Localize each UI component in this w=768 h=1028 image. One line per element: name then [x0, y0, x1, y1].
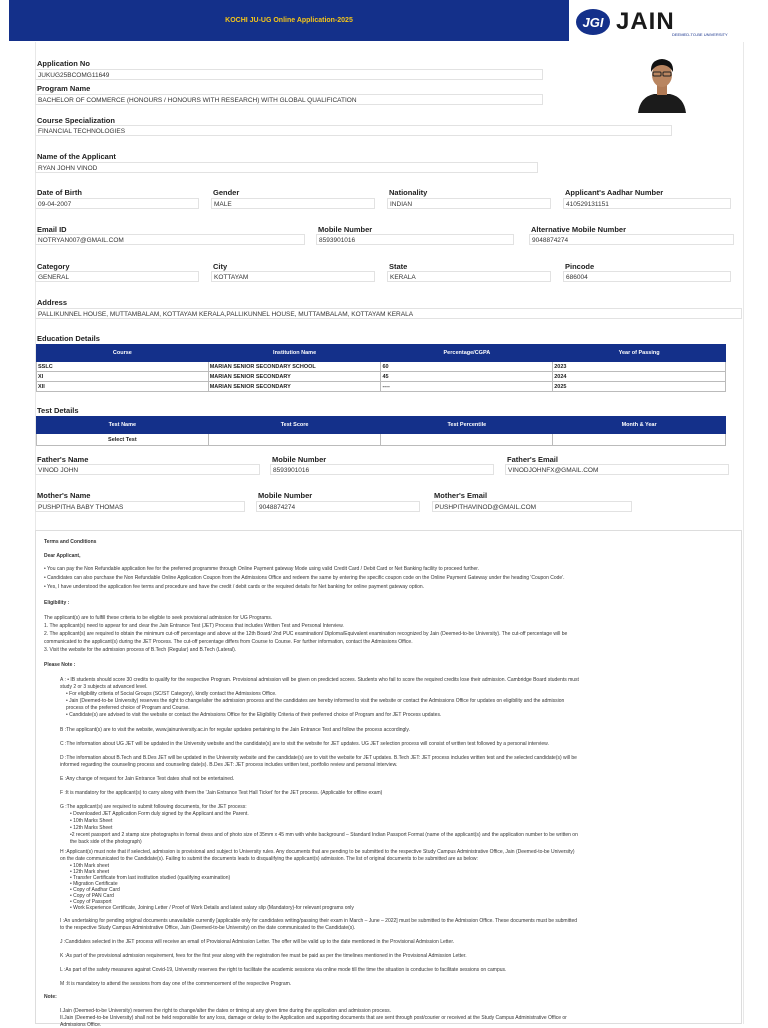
education-col-percentage: Percentage/CGPA	[381, 345, 553, 362]
father-email-label: Father's Email	[507, 455, 558, 464]
education-cell: 2025	[553, 382, 726, 392]
specialization-value: FINANCIAL TECHNOLOGIES	[35, 125, 672, 136]
education-row	[37, 362, 726, 372]
specialization-label: Course Specialization	[37, 116, 115, 125]
test-col-score: Test Score	[208, 417, 381, 434]
aadhar-value: 410529131151	[563, 198, 731, 209]
note-line: I :An undertaking for pending original documents unavailable currently [applicable only for candidates writing/passing their exam in March – June – 2022] must be submitted to the Admission Office. These documents must be submitted	[60, 918, 578, 924]
note-line: • 10th Mark sheet	[70, 863, 109, 869]
note-line: E :Any change of request for Jain Entrance Test dates shall not be entertained.	[60, 776, 235, 782]
eligibility-line: 1. The applicant(s) need to appear for and clear the Jain Entrance Test (JET) Process that includes Written Test and Personal Interview.	[44, 623, 344, 629]
note-line: M :It is mandatory to attend the sessions from day one of the commencement of the respective Program.	[60, 981, 292, 987]
address-value: PALLIKUNNEL HOUSE, MUTTAMBALAM, KOTTAYAM KERALA,PALLIKUNNEL HOUSE, MUTTAMBALAM, KOTTAYAM KERALA	[35, 308, 742, 319]
page-title: KOCHI JU-UG Online Application-2025	[225, 17, 353, 24]
note-line: • Copy of Passport	[70, 899, 112, 905]
aadhar-label: Applicant's Aadhar Number	[565, 188, 664, 197]
note-line: L :As part of the safety measures against Covid-19, University reserves the right to facilitate the academic sessions via online mode till the time the situation is conducive to facilitate sessions on campus.	[60, 967, 507, 973]
education-row	[37, 372, 726, 382]
category-value: GENERAL	[35, 271, 199, 282]
test-table	[36, 416, 726, 446]
alt-mobile-label: Alternative Mobile Number	[531, 225, 627, 234]
test-cell	[553, 434, 726, 446]
test-row	[37, 434, 726, 446]
alt-mobile-value: 9048874274	[529, 234, 734, 245]
education-cell: XI	[37, 372, 209, 382]
jain-logo-subtitle: DEEMED-TO-BE UNIVERSITY	[672, 32, 728, 37]
pincode-label: Pincode	[565, 262, 595, 271]
father-mobile-value: 8593901016	[270, 464, 494, 475]
note2-title: Note:	[44, 994, 57, 1000]
education-cell: SSLC	[37, 362, 209, 372]
state-value: KERALA	[387, 271, 551, 282]
education-cell: 60	[381, 362, 553, 372]
education-col-year: Year of Passing	[553, 345, 726, 362]
program-label: Program Name	[37, 84, 91, 93]
education-cell: 45	[381, 372, 553, 382]
mother-name-value: PUSHPITHA BABY THOMAS	[35, 501, 245, 512]
note-line: • For eligibility criteria of Social Groups (SC/ST Category), kindly contact the Admissions Office.	[66, 691, 277, 697]
dob-value: 09-04-2007	[35, 198, 199, 209]
category-label: Category	[37, 262, 70, 271]
gender-label: Gender	[213, 188, 240, 197]
note-line: • Candidate(s) are advised to visit the website or contact the Admissions Office for the Eligibility Criteria of their preferred choice of Program and for JET Process updates.	[66, 712, 442, 718]
note-line: •2 recent passport and 2 stamp size photographs in formal dress and of photo size of 35mm x 45 mm with white background – Standard Indian Passport Format (name of the applicant(s) and the application number to be written on	[70, 832, 578, 838]
note-line: • 12th Mark sheet	[70, 869, 109, 875]
applicant-photo	[636, 53, 688, 113]
education-cell: MARIAN SENIOR SECONDARY	[208, 372, 381, 382]
mother-mobile-label: Mobile Number	[258, 491, 313, 500]
test-col-name: Test Name	[37, 417, 209, 434]
please-note-title: Please Note :	[44, 662, 76, 668]
email-label: Email ID	[37, 225, 67, 234]
note-line: J :Candidates selected in the JET process will receive an email of Provisional Admission Letter. The offer will be valid up to the date mentioned in the Provisional Admission Letter.	[60, 939, 455, 945]
education-section-title: Education Details	[37, 334, 100, 343]
mother-email-label: Mother's Email	[434, 491, 488, 500]
note-line: B :The applicant(s) are to visit the website, www.jainuniversity.ac.in for regular updates pertaining to the Jain Entrance Test and follow the process accordingly.	[60, 727, 410, 733]
city-label: City	[213, 262, 228, 271]
note-line: informed regarding the counseling process and counseling date(s). B.Des JET: JET process includes written test, portfolio review and personal interview.	[60, 762, 398, 768]
test-select[interactable]: Select Test	[37, 434, 209, 446]
mother-mobile-value: 9048874274	[256, 501, 420, 512]
pincode-value: 686004	[563, 271, 731, 282]
note2-line: I.Jain (Deemed-to-be University) reserves the right to change/alter the dates or timing at any given time during the application and admission process.	[60, 1008, 392, 1014]
application-no-value: JUKUG25BCOMG11649	[35, 69, 543, 80]
note-line: F :It is mandatory for the applicant(s) to carry along with them the 'Jain Entrance Test Hall Ticket' for the JET process. (Applicable for offline exam)	[60, 790, 383, 796]
state-label: State	[389, 262, 408, 271]
education-cell: 2023	[553, 362, 726, 372]
eligibility-line: 2. The applicant(s) are required to obtain the minimum cut-off percentage and above at the 12th Board/ 2nd PUC examination/ Diploma/Equivalent examination recognized by Jain (Deemed-to-be University). The cut-off percentage will be	[44, 631, 568, 637]
test-col-month-year: Month & Year	[553, 417, 726, 434]
education-cell: MARIAN SENIOR SECONDARY SCHOOL	[208, 362, 381, 372]
terms-bullet: • Yes, I have understood the application fee terms and procedure and have the credit / debit cards or the required details for Net banking for online payment gateway option.	[44, 584, 425, 590]
terms-greeting: Dear Applicant,	[44, 553, 81, 559]
terms-bullet: • You can pay the Non Refundable application fee for the preferred programme through Online Payment gateway Mode using valid Credit Card / Debit Card or Net Banking facility to proceed further.	[44, 566, 480, 572]
father-name-value: VINOD JOHN	[35, 464, 260, 475]
education-col-institution: Institution Name	[208, 345, 381, 362]
note2-line: II.Jain (Deemed-to-be University) shall not be held responsible for any loss, damage or delay to the Application and supporting documents that are sent through post/courier or received at the Study Campus Administrative Office or	[60, 1015, 567, 1021]
father-email-value: VINODJOHNFX@GMAIL.COM	[505, 464, 729, 475]
education-col-course: Course	[37, 345, 209, 362]
note-line: A : • IB students should score 30 credits to qualify for the respective Program. Provisional admission will be given on predicted scores. Students who fail to score the required credits lose their admission. Cambridge Board students must	[60, 677, 579, 683]
note-line: • 10th Marks Sheet	[70, 818, 113, 824]
education-cell: ----	[381, 382, 553, 392]
education-row	[37, 382, 726, 392]
note-line: C :The information about UG JET will be updated in the University website and the candidate(s) are to visit the website for JET updates. UG JET selection process will consist of written test followed by a personal interview.	[60, 741, 549, 747]
terms-bullet: • Candidates can also purchase the Non Refundable Online Application Coupon from the Admissions Office and redeem the same by entering the specific coupon code on the Online Payment Gateway under the heading 'Coupon Code'.	[44, 575, 565, 581]
dob-label: Date of Birth	[37, 188, 82, 197]
note-line: • Transfer Certificate from last institution studied (qualifying examination)	[70, 875, 231, 881]
mother-email-value: PUSHPITHAVINOD@GMAIL.COM	[432, 501, 632, 512]
note-line: study 2 or 3 subjects at advanced level.	[60, 684, 148, 690]
test-col-percentile: Test Percentile	[381, 417, 553, 434]
application-no-label: Application No	[37, 59, 90, 68]
note-line: • Copy of Aadhar Card	[70, 887, 120, 893]
note-line: • Copy of PAN Card	[70, 893, 114, 899]
education-table	[36, 344, 726, 392]
education-header-row	[37, 345, 726, 362]
jain-logo-text: JAIN	[616, 8, 675, 35]
note-line: • Migration Certificate	[70, 881, 118, 887]
education-cell: MARIAN SENIOR SECONDARY	[208, 382, 381, 392]
note-line: • Work Experience Certificate, Joining Letter / Proof of Work Details and latest salary slip (Mandatory)-for relevant programs only	[70, 905, 354, 911]
program-value: BACHELOR OF COMMERCE (HONOURS / HONOURS WITH RESEARCH) WITH GLOBAL QUALIFICATION	[35, 94, 543, 105]
test-cell	[208, 434, 381, 446]
note2-line: Admissions Office.	[60, 1022, 102, 1028]
note-line: K :As part of the provisional admission requirement, fees for the first year along with the registration fee must be paid as per the timelines mentioned in the Provisional Admission Letter.	[60, 953, 467, 959]
father-mobile-label: Mobile Number	[272, 455, 327, 464]
note-line: D :The information about B.Tech and B.Des JET will be updated in the University website and the candidate(s) are to visit the website for JET updates. B.Tech JET: JET process includes written test and the selected candidate(s) will be	[60, 755, 577, 761]
note-line: the back side of the photograph)	[70, 839, 142, 845]
jgi-logo-mark: JGI	[576, 9, 610, 35]
note-line: • 12th Marks Sheet	[70, 825, 113, 831]
father-name-label: Father's Name	[37, 455, 89, 464]
jain-logo	[576, 9, 758, 37]
eligibility-line: communicated to the applicant(s) during the JET Process. The cut-off percentage differs from Course to Course. For further information, contact the Admissions Office.	[44, 639, 413, 645]
page-header-bar	[9, 0, 569, 41]
applicant-name-value: RYAN JOHN VINOD	[35, 162, 538, 173]
test-cell	[381, 434, 553, 446]
city-value: KOTTAYAM	[211, 271, 375, 282]
email-value: NOTRYAN007@GMAIL.COM	[35, 234, 305, 245]
education-cell: XII	[37, 382, 209, 392]
eligibility-line: The applicant(s) are to fulfill these criteria to be eligible to seek provisional admission for UG Programs.	[44, 615, 273, 621]
mother-name-label: Mother's Name	[37, 491, 91, 500]
nationality-value: INDIAN	[387, 198, 551, 209]
note-line: on the date communicated to the Candidate(s). Failing to submit the documents leads to disqualifying the applicant(s) admission. The list of original documents to be submitted are as below:	[60, 856, 478, 862]
mobile-value: 8593901016	[316, 234, 514, 245]
terms-title: Terms and Conditions	[44, 539, 97, 545]
nationality-label: Nationality	[389, 188, 428, 197]
note-line: to the respective Study Campus Administrative Office, Jain (Deemed-to-be University) on the date communicated to the Candidate(s).	[60, 925, 356, 931]
gender-value: MALE	[211, 198, 375, 209]
note-line: G :The applicant(s) are required to submit following documents, for the JET process:	[60, 804, 247, 810]
address-label: Address	[37, 298, 68, 307]
eligibility-title: Eligibility :	[44, 600, 70, 606]
test-header-row	[37, 417, 726, 434]
eligibility-line: 3. Visit the website for the admission process of B.Tech (Regular) and B.Tech (Lateral).	[44, 647, 237, 653]
terms-box	[35, 530, 742, 1028]
education-cell: 2024	[553, 372, 726, 382]
applicant-name-label: Name of the Applicant	[37, 152, 116, 161]
note-line: • Downloaded JET Application Form duly signed by the Applicant and the Parent.	[70, 811, 249, 817]
note-line: H :Applicant(s) must note that if selected, admission is provisional and subject to University rules. Any documents that are pending to be submitted to the respective Study Campus Administrative Office, Jain (Deemed-to-be University)	[60, 849, 575, 855]
test-section-title: Test Details	[37, 406, 79, 415]
note-line: • Jain (Deemed-to-be University) reserves the right to change/alter the admission process and the candidates are hereby informed to visit the website or contact the Admissions Office for updates on eligibility and the admission	[66, 698, 565, 704]
note-line: process of the preferred choice of Program and Course.	[66, 705, 190, 711]
mobile-label: Mobile Number	[318, 225, 373, 234]
